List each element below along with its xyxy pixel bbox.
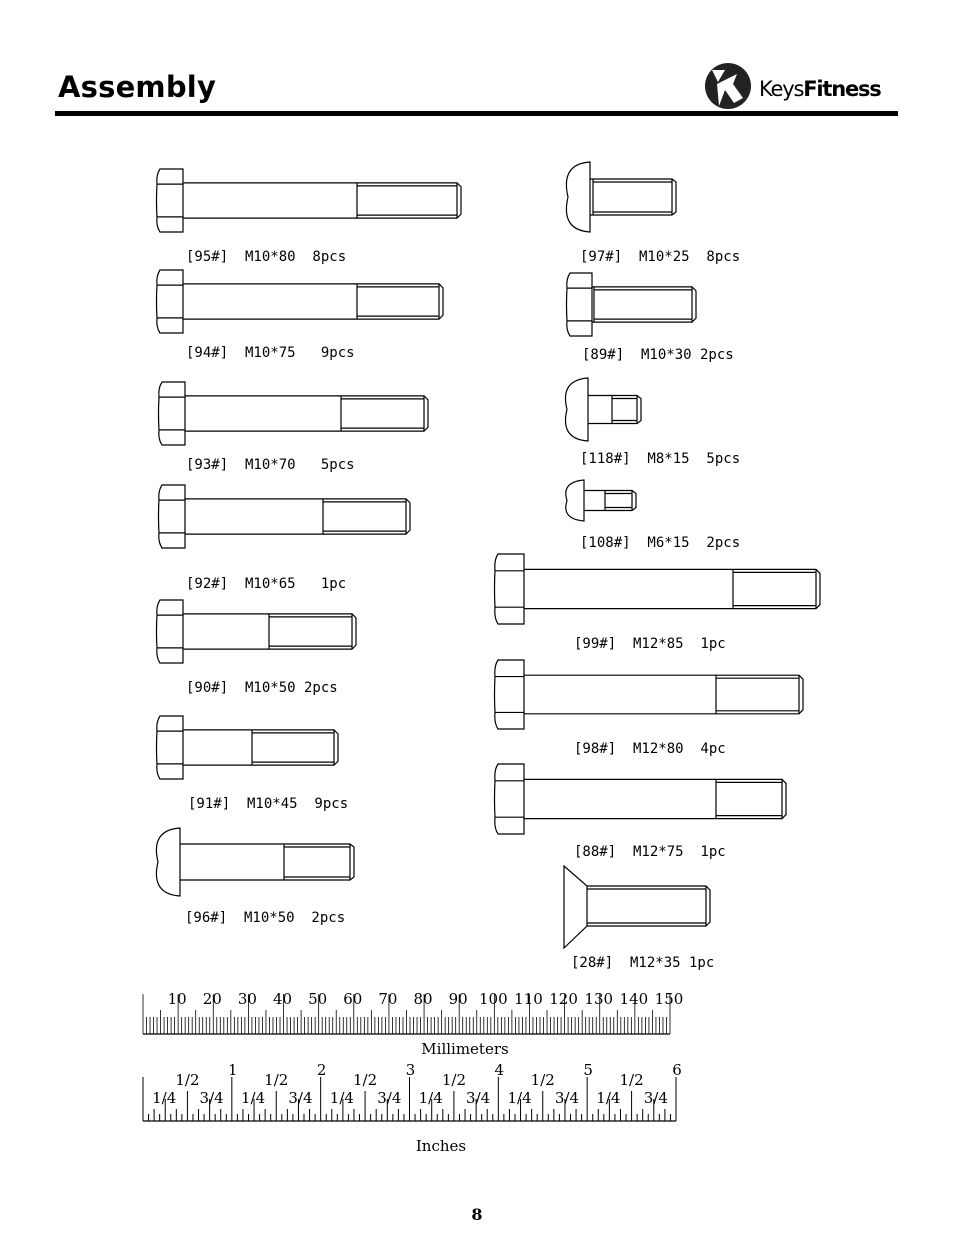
bolt-88: [495, 764, 787, 834]
mm-tick-label: 50: [308, 990, 328, 1008]
inch-three-quarter-label: 3/4: [199, 1089, 224, 1107]
inch-label: 4: [494, 1061, 505, 1079]
part-label-88: [88#] M12*75 1pc: [574, 844, 726, 860]
inch-ruler: [143, 1061, 682, 1155]
mm-tick-label: 60: [343, 990, 363, 1008]
bolt-97: [566, 162, 676, 232]
mm-tick-label: 30: [237, 990, 257, 1008]
part-label-97: [97#] M10*25 8pcs: [580, 249, 741, 265]
part-labels: [185, 249, 740, 971]
inch-three-quarter-label: 3/4: [466, 1089, 491, 1107]
part-label-108: [108#] M6*15 2pcs: [580, 535, 741, 551]
page-title: Assembly: [58, 70, 217, 104]
inch-quarter-label: 1/4: [240, 1089, 266, 1107]
bolt-93: [159, 382, 429, 445]
inch-half-label: 1/2: [264, 1071, 289, 1089]
inch-three-quarter-label: 3/4: [643, 1089, 668, 1107]
inch-three-quarter-label: 3/4: [554, 1089, 580, 1107]
bolt-98: [495, 660, 804, 729]
part-label-99: [99#] M12*85 1pc: [574, 636, 726, 652]
inch-label: 6: [672, 1061, 682, 1079]
mm-tick-label: 110: [514, 990, 543, 1008]
part-label-28: [28#] M12*35 1pc: [571, 955, 715, 971]
inch-quarter-label: 1/4: [152, 1089, 177, 1107]
part-label-92: [92#] M10*65 1pc: [186, 576, 347, 592]
inch-half-label: 1/2: [441, 1071, 466, 1089]
inch-half-label: 1/2: [353, 1071, 378, 1089]
inch-half-label: 1/2: [175, 1071, 200, 1089]
bolt-118: [565, 378, 641, 441]
inch-three-quarter-label: 3/4: [377, 1089, 402, 1107]
mm-tick-label: 40: [272, 990, 293, 1008]
bolt-92: [159, 485, 411, 548]
inch-label: 5: [583, 1061, 593, 1079]
inch-label: 3: [405, 1061, 416, 1079]
bolt-89: [567, 273, 697, 336]
part-label-89: [89#] M10*30 2pcs: [582, 347, 734, 363]
bolt-94: [157, 270, 444, 333]
bolt-99: [495, 554, 821, 624]
millimeter-ruler: [143, 990, 683, 1058]
fastener-illustrations: [156, 162, 820, 948]
bolt-90: [157, 600, 357, 663]
inch-label: 1: [228, 1061, 238, 1079]
part-label-90: [90#] M10*50 2pcs: [186, 680, 338, 696]
mm-tick-label: 130: [584, 990, 614, 1008]
bolt-28: [564, 866, 710, 948]
inch-half-label: 1/2: [530, 1071, 555, 1089]
part-label-93: [93#] M10*70 5pcs: [186, 457, 355, 473]
part-label-95: [95#] M10*80 8pcs: [186, 249, 347, 265]
logo-text-fitness: Fitness: [803, 77, 881, 101]
bolt-95: [157, 169, 462, 232]
part-label-98: [98#] M12*80 4pc: [574, 741, 726, 757]
bolt-108: [566, 480, 636, 521]
mm-ruler-title: Millimeters: [421, 1040, 509, 1058]
part-label-94: [94#] M10*75 9pcs: [186, 345, 355, 361]
part-label-91: [91#] M10*45 9pcs: [188, 796, 349, 812]
part-label-96: [96#] M10*50 2pcs: [185, 910, 346, 926]
inch-ruler-title: Inches: [415, 1137, 467, 1155]
inch-half-label: 1/2: [619, 1071, 644, 1089]
inch-quarter-label: 1/4: [596, 1089, 621, 1107]
mm-tick-label: 90: [448, 990, 468, 1008]
mm-tick-label: 10: [167, 990, 187, 1008]
mm-tick-label: 100: [479, 990, 508, 1008]
bolt-91: [157, 716, 339, 779]
mm-tick-label: 20: [202, 990, 222, 1008]
inch-label: 2: [316, 1061, 327, 1079]
part-label-118: [118#] M8*15 5pcs: [580, 451, 741, 467]
page-number: 8: [471, 1205, 483, 1224]
mm-tick-label: 120: [549, 990, 578, 1008]
inch-quarter-label: 1/4: [329, 1089, 354, 1107]
logo-text-keys: Keys: [759, 77, 804, 101]
mm-tick-label: 150: [654, 990, 684, 1008]
bolt-96: [156, 828, 354, 896]
mm-tick-label: 70: [378, 990, 398, 1008]
mm-tick-label: 80: [413, 990, 433, 1008]
inch-quarter-label: 1/4: [507, 1089, 532, 1107]
mm-tick-label: 140: [619, 990, 649, 1008]
inch-quarter-label: 1/4: [418, 1089, 443, 1107]
inch-three-quarter-label: 3/4: [288, 1089, 313, 1107]
